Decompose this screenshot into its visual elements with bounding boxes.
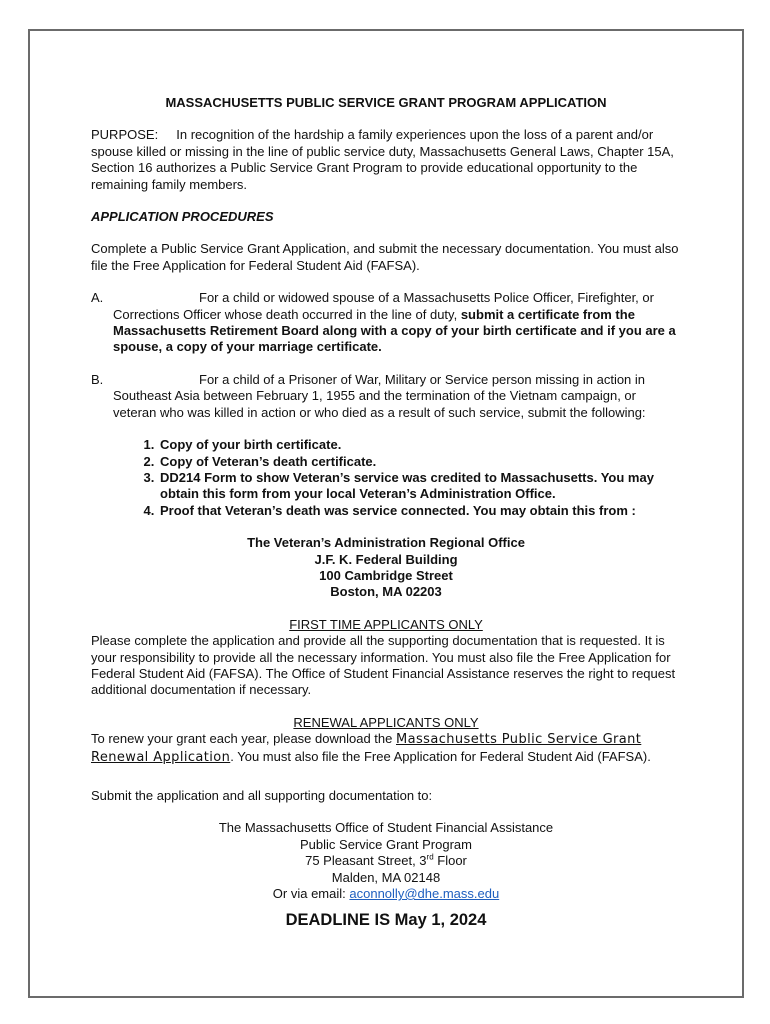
- item-b-letter: B.: [91, 371, 104, 387]
- renewal-text-after: . You must also file the Free Application for Federal Student Aid (FAFSA).: [230, 748, 651, 764]
- osfa-city: Malden, MA 02148: [331, 869, 441, 885]
- procedures-intro: Complete a Public Service Grant Application, and submit the necessary documentation. You must also file the Free Application for Federal Student Aid (FAFSA).: [91, 241, 679, 273]
- list-item: 2. Copy of Veteran’s death certificate.: [158, 454, 681, 470]
- procedures-heading: APPLICATION PROCEDURES: [91, 209, 274, 225]
- item-a-letter: A.: [91, 290, 104, 306]
- item-a-text: For a child or widowed spouse of a Massachusetts Police Officer, Firefighter, or Corrections Officer whose death occurred in the line of duty,: [113, 290, 654, 322]
- list-item: 3. DD214 Form to show Veteran’s service was credited to Massachusetts. You may obtain this form from your local Veteran’s Administration Office.: [158, 470, 681, 503]
- osfa-street-prefix: 75 Pleasant Street, 3: [305, 853, 427, 869]
- osfa-street: [91, 853, 681, 869]
- osfa-street-sup: rd: [426, 852, 434, 862]
- renewal-text: [91, 731, 681, 766]
- procedure-item-b: [91, 372, 681, 421]
- va-office-name: The Veteran’s Administration Regional Office: [247, 535, 525, 551]
- item-b-text: For a child of a Prisoner of War, Military or Service person missing in action in Southeast Asia between February 1, 1955 and the termination of the Vietnam campaign, or veteran who was killed in action or who died as a result of such service, submit the following:: [113, 371, 646, 420]
- email-label: Or via email:: [272, 886, 346, 902]
- renewal-text-before: To renew your grant each year, please download the: [91, 731, 393, 747]
- purpose-text: In recognition of the hardship a family experiences upon the loss of a parent and/or spouse killed or missing in the line of public service duty, Massachusetts General Laws, Chapter 15A, Section 16 authorizes a Public Service Grant Program to provide educational opportunity to the remaining family members.: [91, 127, 674, 192]
- renewal-heading: RENEWAL APPLICANTS ONLY: [293, 714, 479, 730]
- osfa-address: [91, 820, 681, 902]
- osfa-name: The Massachusetts Office of Student Financial Assistance: [218, 820, 554, 836]
- osfa-street-suffix: Floor: [433, 853, 467, 869]
- list-item: 1. Copy of your birth certificate.: [158, 437, 681, 453]
- document-body: [91, 95, 681, 929]
- va-office-building: J.F. K. Federal Building: [314, 551, 458, 567]
- required-documents-list: [91, 437, 681, 519]
- item-a-bold-text: submit a certificate from the Massachusetts Retirement Board along with a copy of your birth certificate and if you are a spouse, a copy of your marriage certificate.: [113, 306, 676, 355]
- va-office-address: [91, 535, 681, 601]
- va-office-city: Boston, MA 02203: [330, 584, 442, 600]
- first-time-text: Please complete the application and provide all the supporting documentation that is requested. It is your responsibility to provide all the necessary information. You must also file the Free Application for Federal Student Aid (FAFSA). The Office of Student Financial Assistance reserves the right to request additional documentation if necessary.: [91, 633, 676, 698]
- va-office-street: 100 Cambridge Street: [319, 567, 453, 583]
- list-item: 4. Proof that Veteran’s death was service connected. You may obtain this from :: [158, 503, 681, 519]
- osfa-program: Public Service Grant Program: [300, 836, 472, 852]
- submit-intro: Submit the application and all supporting documentation to:: [91, 788, 433, 803]
- purpose-label: PURPOSE:: [91, 127, 159, 143]
- purpose-paragraph: [91, 127, 681, 193]
- email-link[interactable]: aconnolly@dhe.mass.edu: [349, 886, 500, 902]
- procedure-item-a: [91, 290, 681, 356]
- deadline: DEADLINE IS May 1, 2024: [285, 911, 487, 930]
- first-time-heading: FIRST TIME APPLICANTS ONLY: [289, 616, 483, 632]
- renewal-application-link[interactable]: Massachusetts Public Service Grant Renewal Application: [91, 732, 642, 765]
- document-title: MASSACHUSETTS PUBLIC SERVICE GRANT PROGRAM APPLICATION: [165, 95, 607, 110]
- osfa-email-line: [91, 886, 681, 902]
